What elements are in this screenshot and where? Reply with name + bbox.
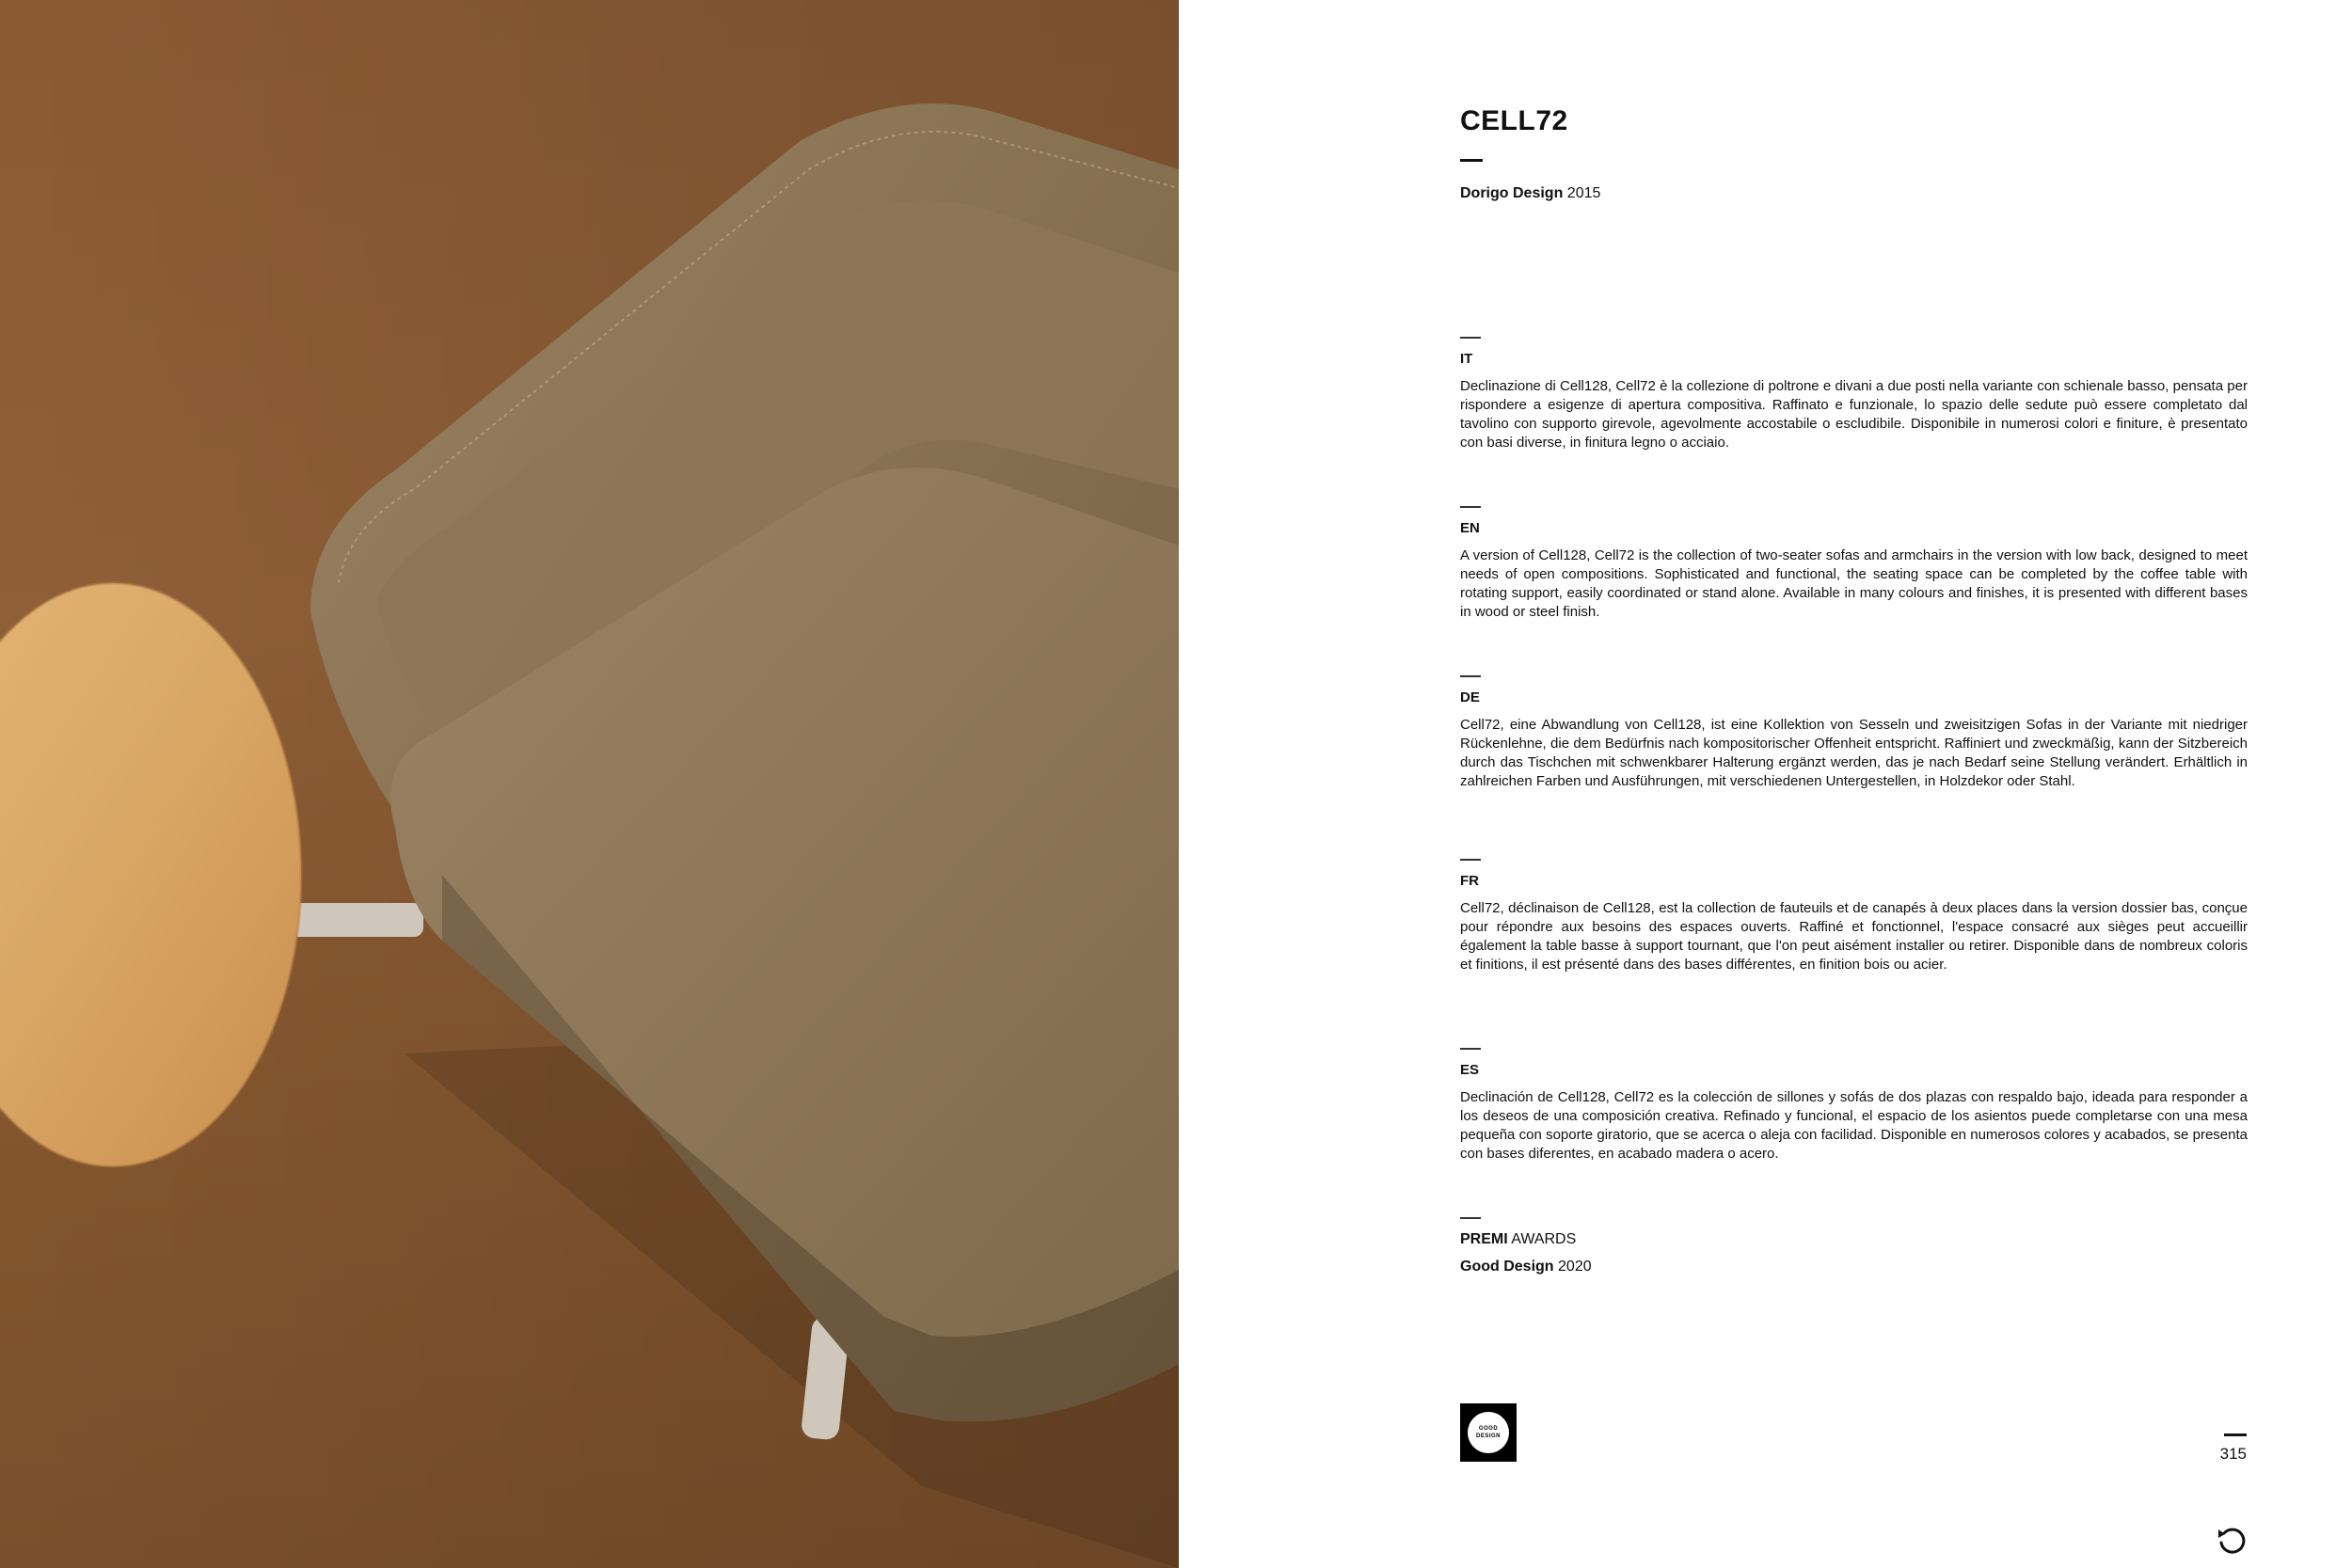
back-button[interactable] [2213, 1522, 2250, 1560]
award-entry [1460, 1259, 2248, 1275]
lang-label-en: EN [1460, 520, 1480, 536]
lang-label-it: IT [1460, 351, 1473, 367]
designer-name: Dorigo Design [1460, 185, 1564, 201]
divider [1460, 1048, 1481, 1050]
table-leg [282, 903, 423, 937]
product-title: CELL72 [1460, 105, 1568, 136]
badge-line-1: GOOD [1478, 1426, 1499, 1432]
divider [1460, 675, 1481, 677]
awards-heading-rest: AWARDS [1511, 1231, 1577, 1247]
award-year: 2020 [1558, 1259, 1592, 1275]
divider [1460, 859, 1481, 861]
divider [1460, 506, 1481, 508]
awards-heading-bold: PREMI [1460, 1231, 1508, 1247]
award-name: Good Design [1460, 1259, 1554, 1275]
description-it: Declinazione di Cell128, Cell72 è la collezione di poltrone e divani a due posti nella variante con schienale basso, pensata per rispondere a esigenze di apertura compositiva. Raffinato e funzionale, lo spazio delle sedute può essere completato dal tavolino con supporto girevole, agevolmente accostabile o escludibile. Disponibile in numerosi colori e finiture, è presentato con basi diverse, in finitura legno o acciaio. [1460, 378, 2248, 451]
awards-heading [1460, 1231, 2248, 1248]
rotate-back-icon [2215, 1524, 2249, 1558]
lang-label-fr: FR [1460, 873, 1479, 889]
designer-line [1460, 185, 2248, 202]
divider [1460, 159, 1483, 162]
lang-label-es: ES [1460, 1062, 1480, 1078]
lang-label-de: DE [1460, 689, 1480, 705]
page-number-dash [2224, 1433, 2247, 1436]
badge-line-2: DESIGN [1475, 1433, 1501, 1439]
page-number: 315 [2219, 1445, 2247, 1463]
description-fr: Cell72, déclinaison de Cell128, est la collection de fauteuils et de canapés à deux places dans la version dossier bas, conçue pour répondre aux besoins des espaces ouverts. Raffiné et fonctionnel, l'espace consacré aux sièges peut accueillir également la table basse à support tournant, que l'on peut aisément installer ou retirer. Disponible dans de nombreux coloris et finitions, il est présenté dans des bases différentes, en finition bois ou acier. [1460, 900, 2248, 973]
description-en: A version of Cell128, Cell72 is the collection of two-seater sofas and armchairs in the version with low back, designed to meet needs of open compositions. Sophisticated and functional, the seating space can be completed by the coffee table with rotating support, easily coordinated or stand alone. Available in many colours and finishes, it is presented with different bases in wood or steel finish. [1460, 547, 2248, 620]
designer-year: 2015 [1566, 185, 1601, 201]
description-de: Cell72, eine Abwandlung von Cell128, ist eine Kollektion von Sesseln und zweisitzigen Sofas in der Variante mit niedriger Rückenlehne, die dem Bedürfnis nach kompositorischer Offenheit entspricht. Raffiniert und zweckmäßig, kann der Sitzbereich durch das Tischchen mit schwenkbarer Halterung ergänzt werden, das je nach Bedarf seine Stellung verändert. Erhältlich in zahlreichen Farben und Ausführungen, mit verschiedenen Untergestellen, in Holzdekor oder Stahl. [1460, 717, 2248, 789]
description-es: Declinación de Cell128, Cell72 es la colección de sillones y sofás de dos plazas con respaldo bajo, ideada para responder a los deseos de una composición creativa. Refinado y funcional, el espacio de los asientos puede completarse con una mesa pequeña con soporte giratorio, que se acerca o aleja con facilidad. Disponible en numerosos colores y acabados, se presenta con bases diferentes, en acabado madera o acero. [1460, 1089, 2248, 1162]
divider [1460, 1217, 1481, 1219]
divider [1460, 337, 1481, 339]
good-design-logo [1460, 1403, 1517, 1462]
